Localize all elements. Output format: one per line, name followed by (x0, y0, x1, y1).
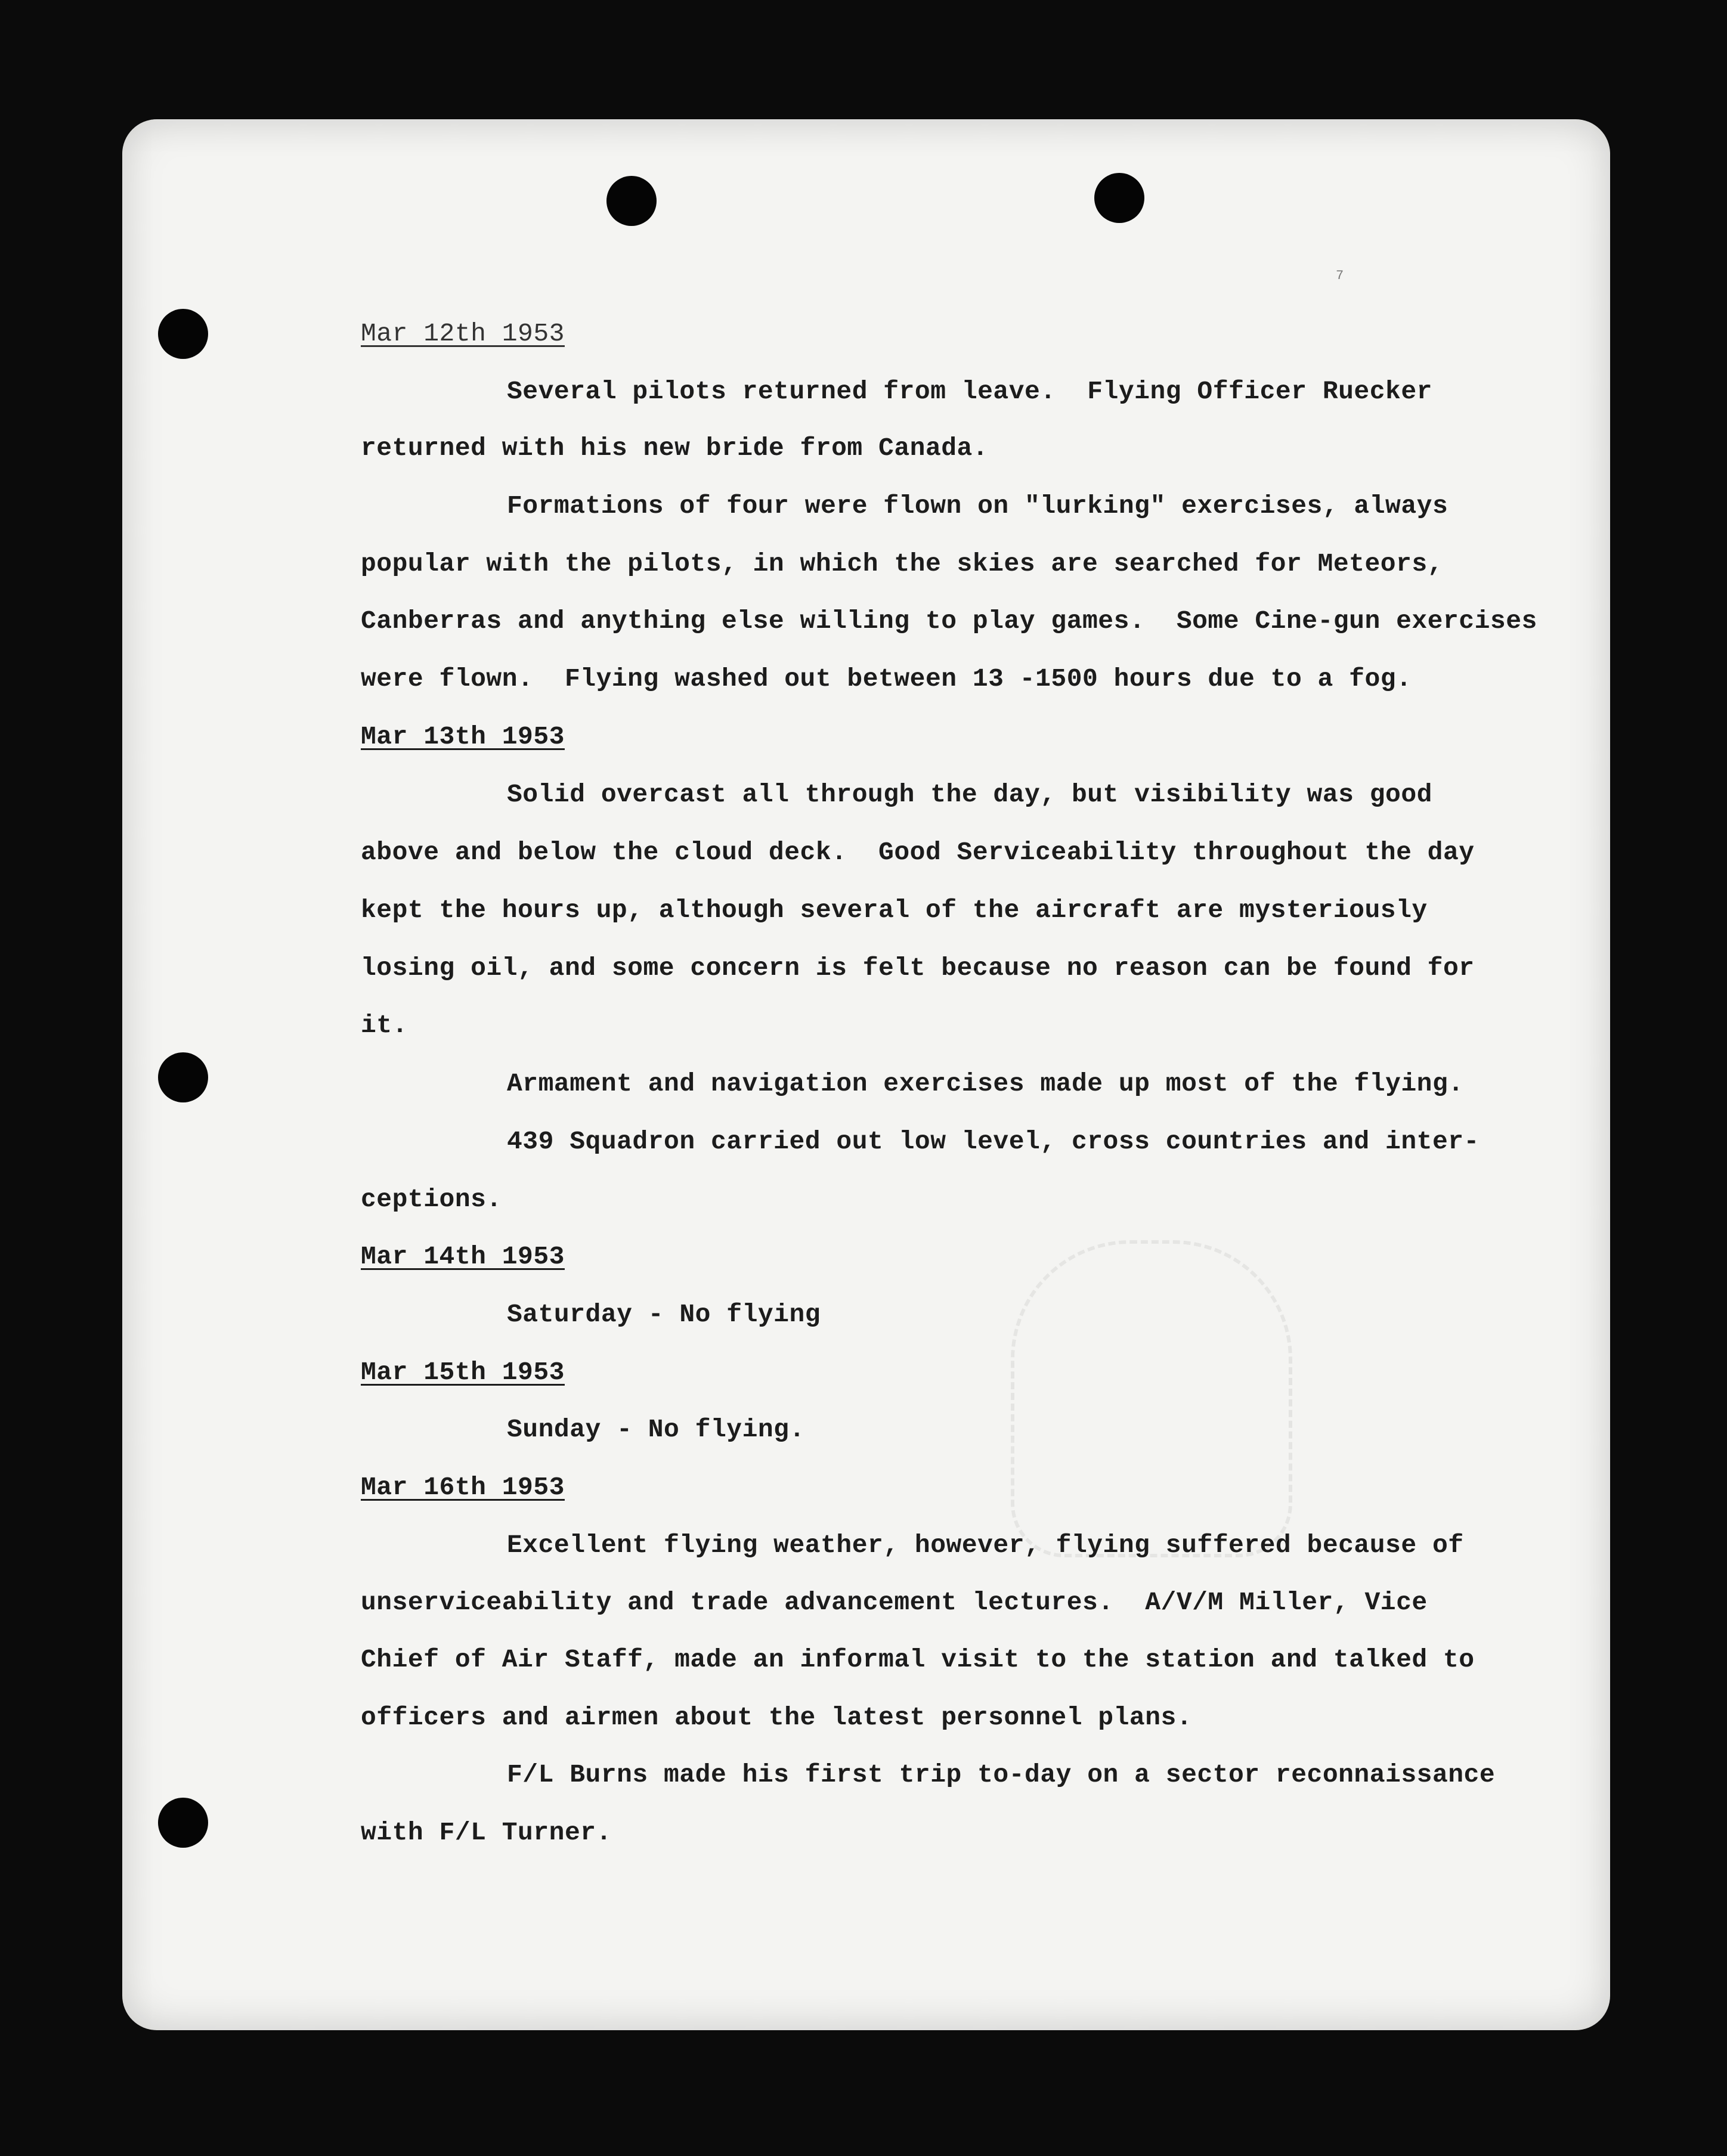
entry-line: unserviceability and trade advancement lectures. A/V/M Miller, Vice (361, 1588, 1428, 1617)
entry-line: officers and airmen about the latest personnel plans. (361, 1703, 1193, 1732)
entry-line: F/L Burns made his first trip to-day on a sector reconnaissance (507, 1760, 1496, 1789)
punch-hole-left-1 (158, 309, 208, 359)
faint-stamp-watermark (1011, 1240, 1292, 1557)
entry-line: above and below the cloud deck. Good Serviceability throughout the day (361, 838, 1475, 867)
entry-line: Formations of four were flown on "lurking" exercises, always (507, 491, 1449, 521)
entry-line: Chief of Air Staff, made an informal visit to the station and talked to (361, 1645, 1475, 1674)
corner-mark: 7 (1336, 268, 1344, 283)
entry-line: Excellent flying weather, however, flying suffered because of (507, 1531, 1464, 1560)
entry-line: Sunday - No flying. (507, 1415, 805, 1444)
entry-line: with F/L Turner. (361, 1818, 612, 1847)
document-page (122, 119, 1610, 2030)
entry-line: Saturday - No flying (507, 1300, 821, 1329)
entry-line: Armament and navigation exercises made up most of the flying. (507, 1069, 1464, 1098)
entry-line: were flown. Flying washed out between 13 -1500 hours due to a fog. (361, 664, 1412, 693)
punch-hole-left-2 (158, 1052, 208, 1102)
entry-date: Mar 12th 1953 (361, 319, 565, 348)
entry-line: it. (361, 1011, 408, 1040)
entry-line: 439 Squadron carried out low level, cross countries and inter- (507, 1127, 1480, 1156)
entry-date: Mar 14th 1953 (361, 1242, 565, 1271)
punch-hole-left-3 (158, 1798, 208, 1848)
entry-date: Mar 15th 1953 (361, 1358, 565, 1387)
entry-date: Mar 13th 1953 (361, 722, 565, 751)
entry-line: popular with the pilots, in which the skies are searched for Meteors, (361, 549, 1443, 578)
punch-hole-top-right (1094, 173, 1144, 223)
entry-line: losing oil, and some concern is felt because no reason can be found for (361, 953, 1475, 983)
entry-line: Solid overcast all through the day, but visibility was good (507, 780, 1432, 809)
punch-hole-top-left (606, 176, 657, 226)
entry-date: Mar 16th 1953 (361, 1473, 565, 1502)
entry-line: kept the hours up, although several of the aircraft are mysteriously (361, 896, 1428, 925)
entry-line: Several pilots returned from leave. Flying Officer Ruecker (507, 377, 1432, 406)
entry-line: returned with his new bride from Canada. (361, 433, 989, 463)
entry-line: ceptions. (361, 1185, 502, 1214)
entry-line: Canberras and anything else willing to play games. Some Cine-gun exercises (361, 606, 1537, 636)
